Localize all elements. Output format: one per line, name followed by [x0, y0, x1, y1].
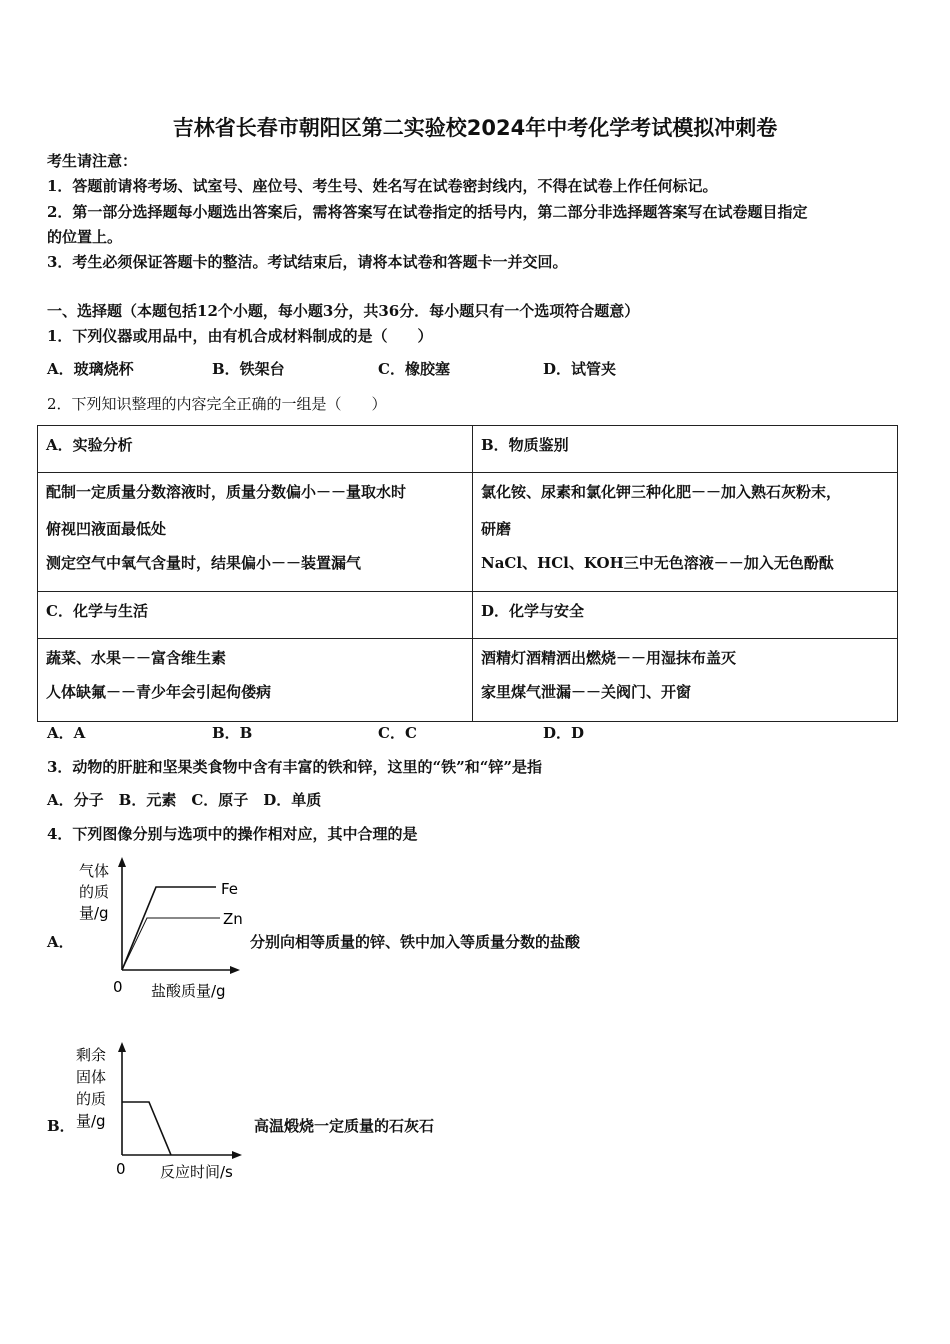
origin-label: 0: [116, 1160, 126, 1178]
q2-option-a: A．A: [47, 724, 86, 742]
notice-item-1: 1．答题前请将考场、试室号、座位号、考生号、姓名写在试卷密封线内，不得在试卷上作任何标记。: [47, 177, 718, 195]
table-cell-c-body: 蔬菜、水果－－富含维生素 人体缺氟－－青少年会引起佝偻病: [38, 639, 473, 722]
q2-option-c: C．C: [378, 724, 417, 742]
table-cell-b-body: 氯化铵、尿素和氯化钾三种化肥－－加入熟石灰粉末， 研磨 NaCl、HCl、KOH三中无色溶液－－加入无色酚酞: [473, 473, 898, 592]
y-label-2: 固体: [76, 1068, 107, 1086]
table-cell-d-head: D．化学与安全: [473, 592, 898, 639]
q2-option-d: D．D: [543, 724, 585, 742]
table-cell-b-head: B．物质鉴别: [473, 426, 898, 473]
y-label-1: 剩余: [76, 1046, 107, 1064]
q4-stem: 4．下列图像分别与选项中的操作相对应，其中合理的是: [47, 825, 418, 843]
q2-stem: 2．下列知识整理的内容完全正确的一组是（ ）: [47, 395, 387, 413]
table-cell-a-body: 配制一定质量分数溶液时，质量分数偏小－－量取水时 俯视凹液面最低处 测定空气中氧气含量时，结果偏小－－装置漏气: [38, 473, 473, 592]
q1-option-c: C．橡胶塞: [378, 360, 450, 378]
x-axis-arrow: [230, 966, 240, 974]
y-label-3: 量/g: [79, 904, 109, 922]
page-title: 吉林省长春市朝阳区第二实验校2024年中考化学考试模拟冲刺卷: [172, 116, 778, 140]
section-heading: 一、选择题（本题包括12个小题，每小题3分，共36分．每小题只有一个选项符合题意）: [47, 302, 640, 320]
solid-mass-curve: [122, 1102, 171, 1155]
y-axis-arrow: [118, 1042, 126, 1052]
q3-options: A．分子 B．元素 C．原子 D．单质: [47, 791, 322, 809]
x-label: 盐酸质量/g: [151, 982, 226, 1000]
q1-stem: 1．下列仪器或用品中，由有机合成材料制成的是（ ）: [47, 327, 433, 345]
q4-option-b-label: B．: [47, 1117, 75, 1135]
notice-item-3: 3．考生必须保证答题卡的整洁。考试结束后，请将本试卷和答题卡一并交回。: [47, 253, 568, 271]
notice-heading: 考生请注意：: [47, 152, 138, 170]
q1-option-a: A．玻璃烧杯: [47, 360, 134, 378]
zn-label: Zn: [223, 910, 243, 928]
zn-curve: [122, 918, 220, 970]
q4-option-a-desc: 分别向相等质量的锌、铁中加入等质量分数的盐酸: [250, 933, 581, 951]
y-axis-arrow: [118, 857, 126, 867]
notice-item-2: 2．第一部分选择题每小题选出答案后，需将答案写在试卷指定的括号内，第二部分非选择题答案写在试卷题目指定: [47, 203, 808, 221]
q4-option-a-label: A．: [47, 933, 74, 951]
table-cell-a-head: A．实验分析: [38, 426, 473, 473]
x-label: 反应时间/s: [160, 1163, 233, 1181]
y-label-1: 气体: [79, 862, 110, 880]
table-cell-c-head: C．化学与生活: [38, 592, 473, 639]
q1-option-d: D．试管夹: [543, 360, 617, 378]
y-label-2: 的质: [79, 883, 110, 901]
q4-option-a-graph: [70, 855, 250, 1005]
notice-item-2-cont: 的位置上。: [47, 228, 123, 246]
fe-label: Fe: [221, 880, 239, 898]
y-label-4: 量/g: [76, 1112, 106, 1130]
q3-stem: 3．动物的肝脏和坚果类食物中含有丰富的铁和锌，这里的“铁”和“锌”是指: [47, 758, 542, 776]
origin-label: 0: [113, 978, 123, 996]
x-axis-arrow: [232, 1151, 242, 1159]
q4-option-b-desc: 高温煅烧一定质量的石灰石: [254, 1117, 435, 1135]
q2-knowledge-table: [37, 425, 898, 722]
q4-option-b-graph: [70, 1040, 250, 1190]
fe-curve: [122, 887, 216, 970]
q2-option-b: B．B: [212, 724, 253, 742]
y-label-3: 的质: [76, 1090, 107, 1108]
q1-option-b: B．铁架台: [212, 360, 285, 378]
table-cell-d-body: 酒精灯酒精洒出燃烧－－用湿抹布盖灭 家里煤气泄漏－－关阀门、开窗: [473, 639, 898, 722]
